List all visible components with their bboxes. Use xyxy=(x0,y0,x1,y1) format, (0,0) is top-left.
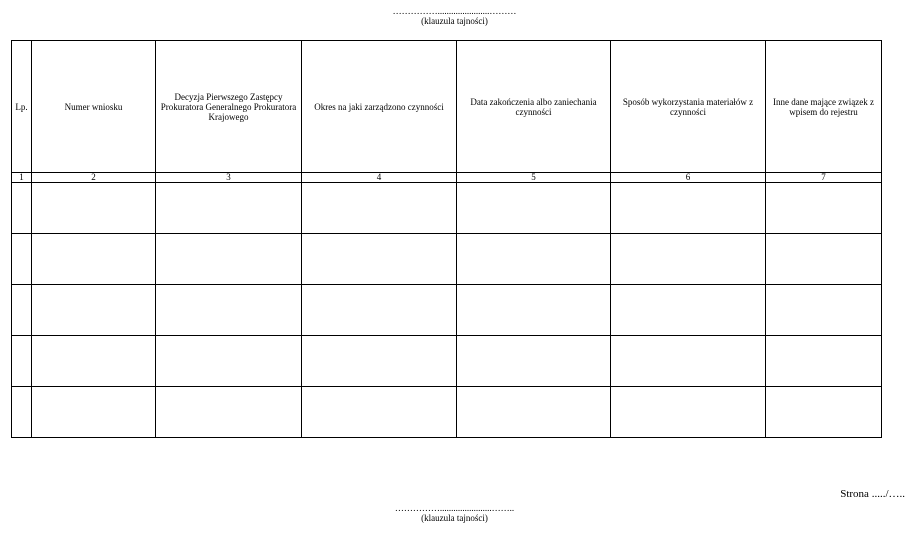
table-cell[interactable] xyxy=(156,285,302,336)
table-cell[interactable] xyxy=(611,183,766,234)
table-cell[interactable] xyxy=(457,387,611,438)
table-cell[interactable] xyxy=(156,234,302,285)
column-number: 7 xyxy=(766,173,882,183)
column-header-usage: Sposób wykorzystania materiałów z czynności xyxy=(611,41,766,173)
table-cell[interactable] xyxy=(457,234,611,285)
table-cell[interactable] xyxy=(302,183,457,234)
table-cell[interactable] xyxy=(766,183,882,234)
table-row xyxy=(12,183,882,234)
table-cell[interactable] xyxy=(156,336,302,387)
column-header-lp: Lp. xyxy=(12,41,32,173)
column-number: 5 xyxy=(457,173,611,183)
column-header-end-date: Data zakończenia albo zaniechania czynności xyxy=(457,41,611,173)
table-row xyxy=(12,285,882,336)
classification-label: (klauzula tajności) xyxy=(421,513,488,523)
table-row xyxy=(12,234,882,285)
table-cell[interactable] xyxy=(457,285,611,336)
column-number: 2 xyxy=(32,173,156,183)
register-table xyxy=(11,40,882,438)
classification-dots: …………….......................……… xyxy=(392,6,517,16)
table-cell[interactable] xyxy=(302,234,457,285)
table-cell[interactable] xyxy=(766,336,882,387)
table-cell[interactable] xyxy=(611,234,766,285)
column-header-request-number: Numer wniosku xyxy=(32,41,156,173)
header-row xyxy=(12,41,882,173)
table-cell[interactable] xyxy=(32,387,156,438)
column-number: 1 xyxy=(12,173,32,183)
table-cell[interactable] xyxy=(32,234,156,285)
table-cell[interactable] xyxy=(766,387,882,438)
column-header-period: Okres na jaki zarządzono czynności xyxy=(302,41,457,173)
column-header-decision: Decyzja Pierwszego Zastępcy Prokuratora Generalnego Prokuratora Krajowego xyxy=(156,41,302,173)
table-cell[interactable] xyxy=(457,183,611,234)
table-cell[interactable] xyxy=(32,336,156,387)
column-number: 6 xyxy=(611,173,766,183)
column-number: 4 xyxy=(302,173,457,183)
table-cell[interactable] xyxy=(611,285,766,336)
classification-label: (klauzula tajności) xyxy=(421,16,488,26)
table-cell[interactable] xyxy=(457,336,611,387)
table-cell[interactable] xyxy=(156,183,302,234)
table-cell[interactable] xyxy=(12,387,32,438)
table-cell[interactable] xyxy=(156,387,302,438)
table-cell[interactable] xyxy=(766,234,882,285)
column-number-row xyxy=(12,173,882,183)
top-classification-clause xyxy=(0,6,909,26)
table-cell[interactable] xyxy=(12,183,32,234)
table-cell[interactable] xyxy=(12,234,32,285)
classification-dots: …………….......................…….. xyxy=(394,503,515,513)
table-cell[interactable] xyxy=(32,285,156,336)
column-number: 3 xyxy=(156,173,302,183)
table-cell[interactable] xyxy=(611,336,766,387)
table-cell[interactable] xyxy=(32,183,156,234)
table-cell[interactable] xyxy=(302,285,457,336)
table-cell[interactable] xyxy=(302,336,457,387)
table-cell[interactable] xyxy=(302,387,457,438)
column-header-other-data: Inne dane mające związek z wpisem do rejestru xyxy=(766,41,882,173)
table-row xyxy=(12,336,882,387)
bottom-classification-clause xyxy=(0,503,909,523)
table-cell[interactable] xyxy=(766,285,882,336)
table-row xyxy=(12,387,882,438)
table-cell[interactable] xyxy=(12,336,32,387)
page-number: Strona ...../….. xyxy=(840,488,905,500)
table-cell[interactable] xyxy=(12,285,32,336)
table-cell[interactable] xyxy=(611,387,766,438)
